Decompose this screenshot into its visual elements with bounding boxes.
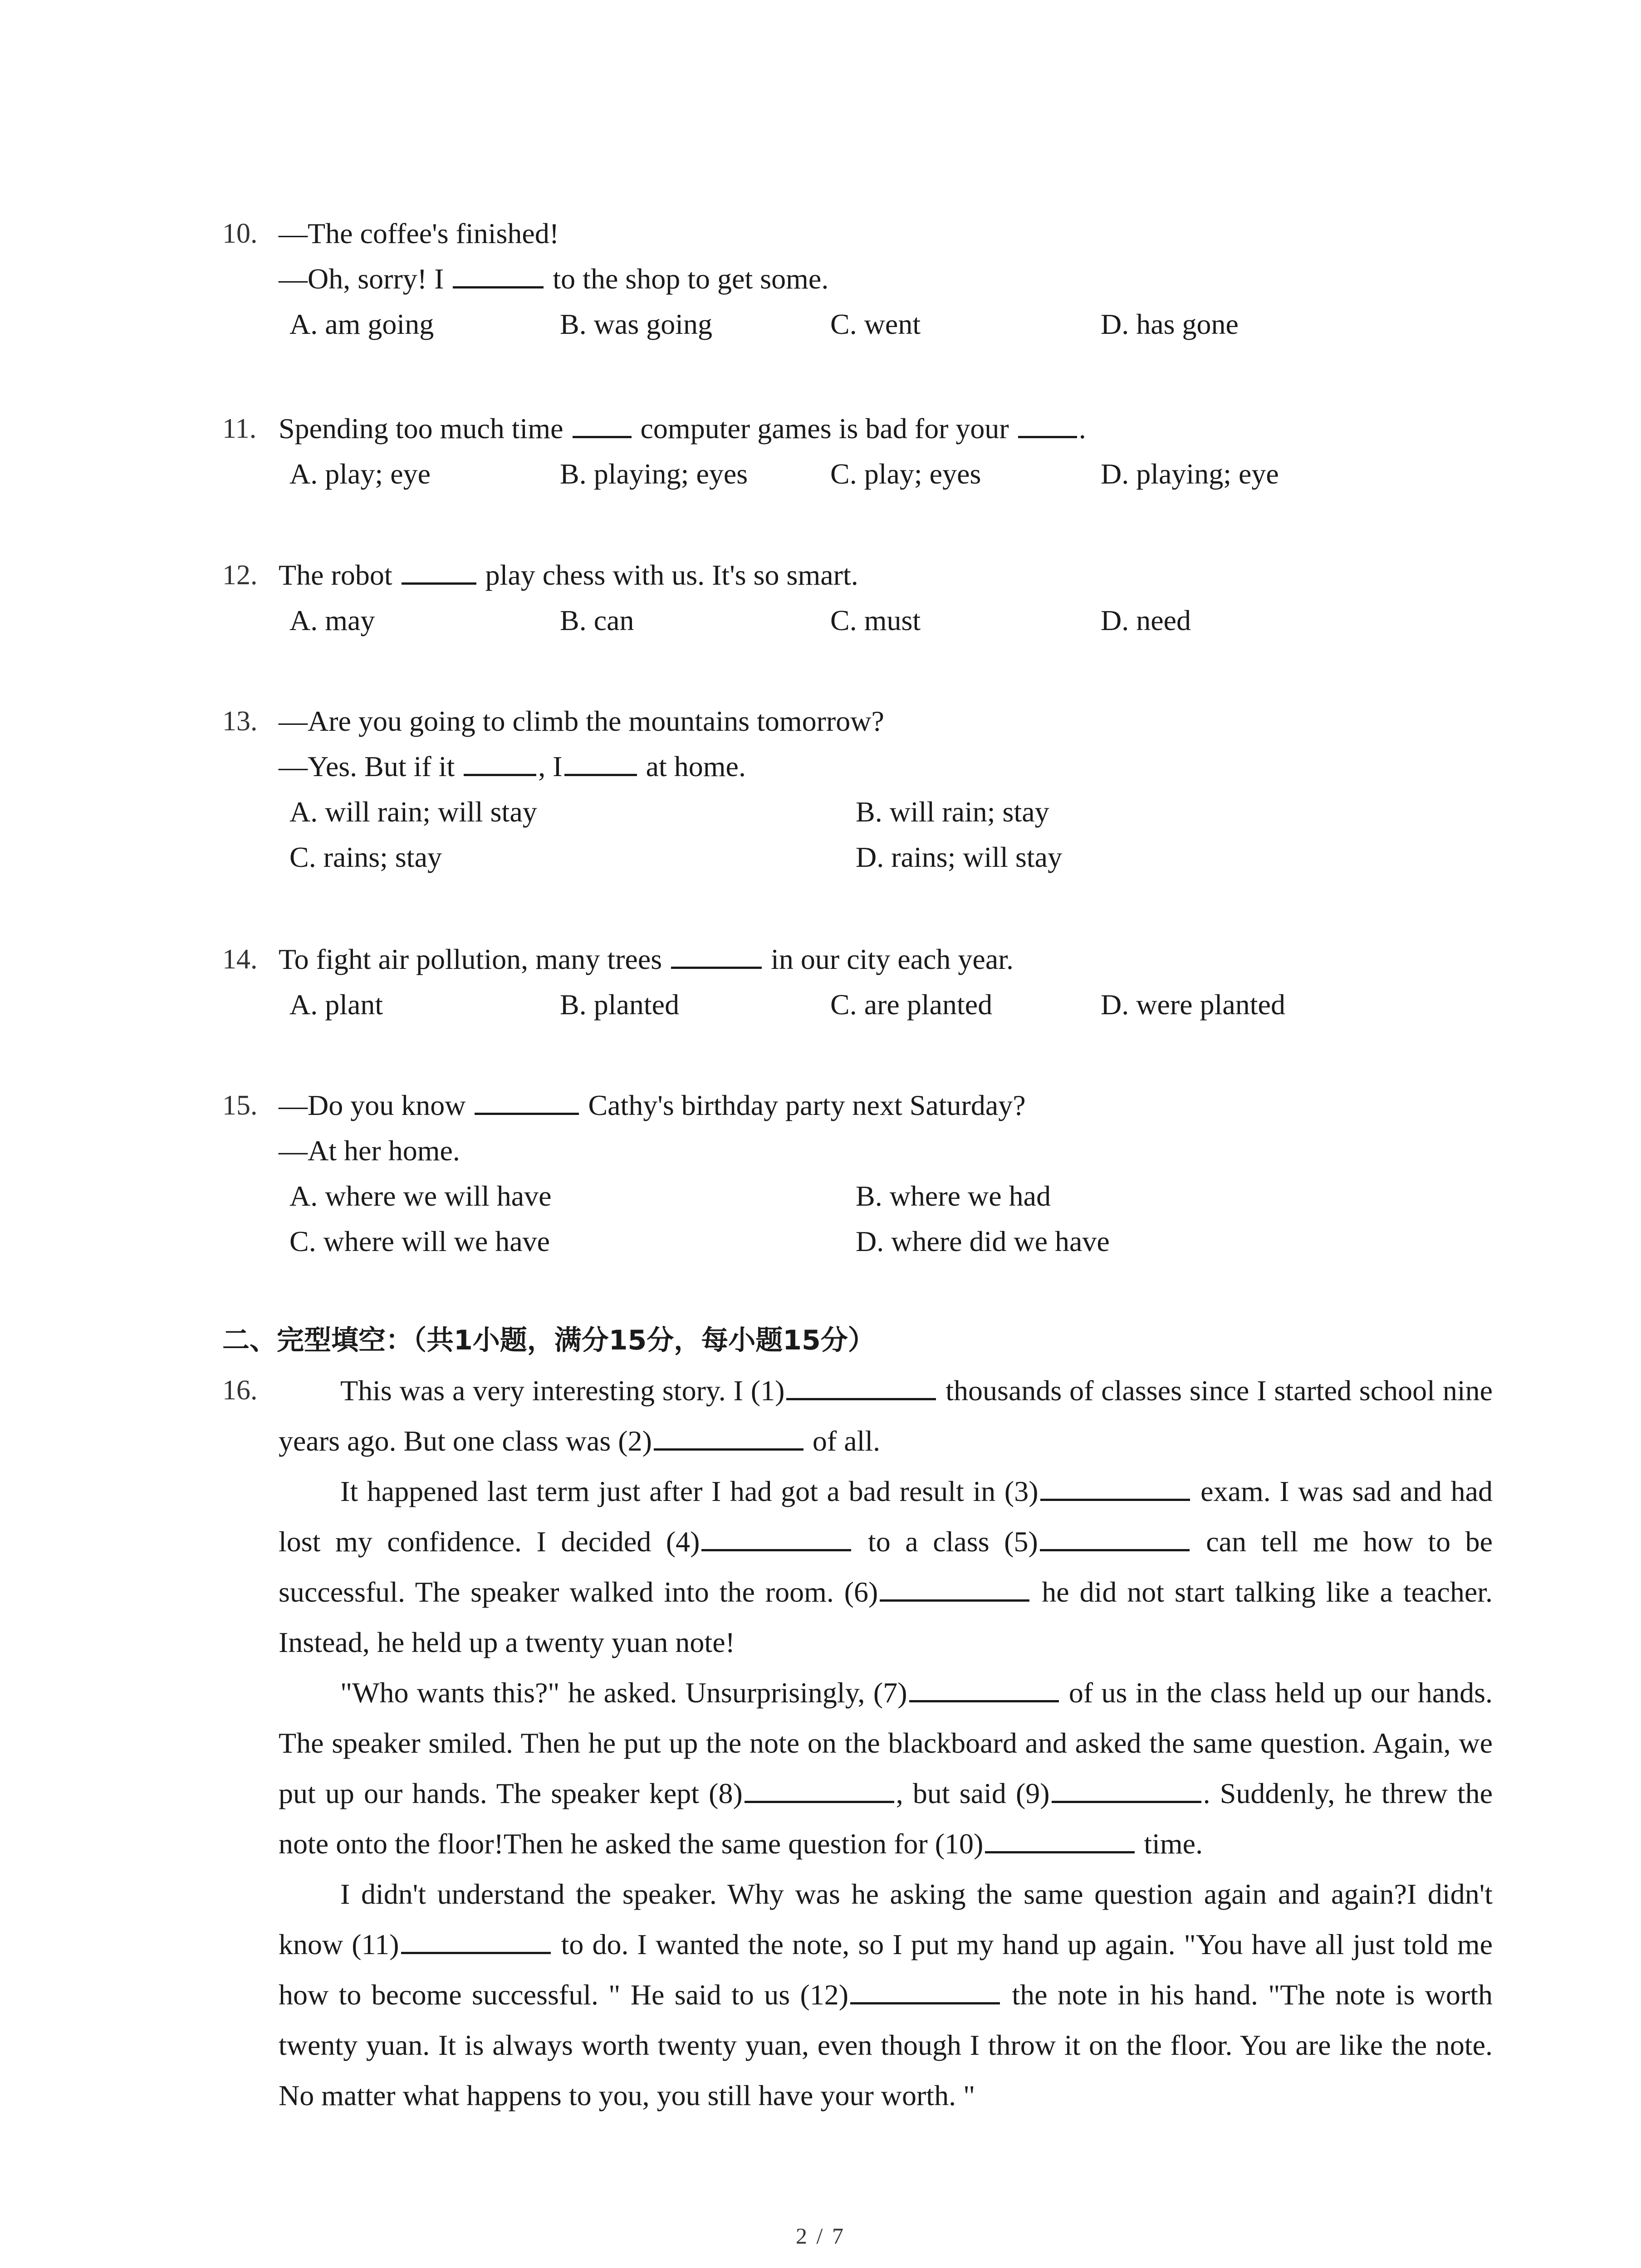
question-line: —At her home.: [279, 1134, 460, 1167]
cloze-paragraph: This was a very interesting story. I (1) thousands of classes since I started school nine years ago. But one class was (2) of all.: [279, 1365, 1493, 1466]
options-row: [222, 789, 1493, 835]
question-line: Spending too much time computer games is bad for your .: [222, 406, 1493, 451]
option-a[interactable]: A. will rain; will stay: [289, 796, 537, 828]
option-b[interactable]: B. will rain; stay: [856, 796, 1049, 828]
answer-blank[interactable]: [1040, 1524, 1190, 1551]
answer-blank[interactable]: [786, 1373, 936, 1400]
option-b[interactable]: B. playing; eyes: [560, 458, 748, 490]
options-row: [222, 451, 1493, 497]
question-15: [222, 1083, 1493, 1264]
page-indicator: 2 / 7: [796, 2223, 845, 2248]
options-row: [222, 982, 1493, 1027]
answer-blank[interactable]: [573, 411, 632, 438]
option-c[interactable]: C. where will we have: [289, 1225, 550, 1257]
cloze-passage: [279, 1365, 1493, 2121]
answer-blank[interactable]: [402, 557, 476, 585]
question-line: To fight air pollution, many trees in our city each year.: [222, 937, 1493, 982]
question-14: [222, 937, 1493, 1027]
options-row: [222, 598, 1493, 643]
option-a[interactable]: A. where we will have: [289, 1180, 552, 1212]
section-heading: 二、完型填空：（共1小题，满分15分，每小题15分）: [222, 1325, 875, 1356]
question-number: 15.: [222, 1090, 258, 1121]
option-d[interactable]: D. need: [1101, 604, 1191, 636]
option-d[interactable]: D. were planted: [1101, 988, 1285, 1021]
option-c[interactable]: C. play; eyes: [830, 458, 981, 490]
question-number: 14.: [222, 944, 258, 975]
answer-blank[interactable]: [1018, 411, 1077, 438]
option-a[interactable]: A. may: [289, 604, 375, 636]
option-d[interactable]: D. playing; eye: [1101, 458, 1279, 490]
cloze-paragraph: "Who wants this?" he asked. Unsurprisingly, (7) of us in the class held up our hands. The speaker smiled. Then he put up the note on the blackboard and asked the same question. Again, we put up our hands. The speaker kept (8) , but said (9) . Suddenly, he threw the note onto the floor!Then he asked the same question for (10) time.: [279, 1667, 1493, 1869]
question-line: —Yes. But if it , I at home.: [222, 744, 1493, 789]
option-a[interactable]: A. am going: [289, 308, 434, 340]
answer-blank[interactable]: [1040, 1473, 1190, 1501]
question-number: 10.: [222, 218, 258, 249]
option-a[interactable]: A. plant: [289, 988, 383, 1021]
option-b[interactable]: B. was going: [560, 308, 712, 340]
option-b[interactable]: B. where we had: [856, 1180, 1051, 1212]
answer-blank[interactable]: [564, 748, 637, 776]
question-10: [222, 211, 1493, 347]
answer-blank[interactable]: [654, 1423, 803, 1451]
answer-blank[interactable]: [1052, 1775, 1201, 1803]
question-number: 11.: [222, 413, 257, 444]
option-b[interactable]: B. can: [560, 604, 634, 636]
options-row: [222, 1173, 1493, 1219]
question-line: The robot play chess with us. It's so smart.: [222, 552, 1493, 598]
answer-blank[interactable]: [850, 1977, 1000, 2004]
answer-blank[interactable]: [880, 1574, 1029, 1602]
option-c[interactable]: C. went: [830, 308, 921, 340]
option-a[interactable]: A. play; eye: [289, 458, 431, 490]
answer-blank[interactable]: [985, 1826, 1135, 1853]
answer-blank[interactable]: [671, 941, 762, 969]
option-d[interactable]: D. rains; will stay: [856, 841, 1063, 873]
answer-blank[interactable]: [701, 1524, 851, 1551]
answer-blank[interactable]: [453, 261, 544, 288]
question-line: —The coffee's finished!: [279, 217, 559, 249]
option-b[interactable]: B. planted: [560, 988, 680, 1021]
options-row: [222, 1219, 1493, 1264]
question-line: —Oh, sorry! I to the shop to get some.: [222, 256, 1493, 302]
option-d[interactable]: D. where did we have: [856, 1225, 1110, 1257]
option-d[interactable]: D. has gone: [1101, 308, 1239, 340]
option-c[interactable]: C. must: [830, 604, 921, 636]
option-c[interactable]: C. are planted: [830, 988, 993, 1021]
question-line: —Do you know Cathy's birthday party next Saturday?: [222, 1083, 1493, 1128]
answer-blank[interactable]: [401, 1926, 551, 1954]
question-number: 12.: [222, 560, 258, 591]
answer-blank[interactable]: [475, 1087, 579, 1115]
question-line: —Are you going to climb the mountains tomorrow?: [279, 705, 884, 737]
cloze-paragraph: It happened last term just after I had got a bad result in (3) exam. I was sad and had lost my confidence. I decided (4) to a class (5) can tell me how to be successful. The speaker walked into the room. (6) he did not start talking like a teacher. Instead, he held up a twenty yuan note!: [279, 1466, 1493, 1667]
options-row: [222, 302, 1493, 347]
options-row: [222, 835, 1493, 880]
cloze-question-16: [222, 1365, 1493, 2121]
answer-blank[interactable]: [464, 748, 536, 776]
question-13: [222, 699, 1493, 880]
question-11: [222, 406, 1493, 497]
answer-blank[interactable]: [909, 1675, 1059, 1702]
question-number: 13.: [222, 706, 258, 737]
answer-blank[interactable]: [745, 1775, 894, 1803]
cloze-paragraph: I didn't understand the speaker. Why was he asking the same question again and again?I didn't know (11) to do. I wanted the note, so I put my hand up again. "You have all just told me how to become successful. " He said to us (12) the note in his hand. "The note is worth twenty yuan. It is always worth twenty yuan, even though I throw it on the floor. You are like the note. No matter what happens to you, you still have your worth. ": [279, 1878, 1493, 2112]
option-c[interactable]: C. rains; stay: [289, 841, 442, 873]
question-12: [222, 552, 1493, 643]
question-number: 16.: [222, 1375, 258, 1406]
